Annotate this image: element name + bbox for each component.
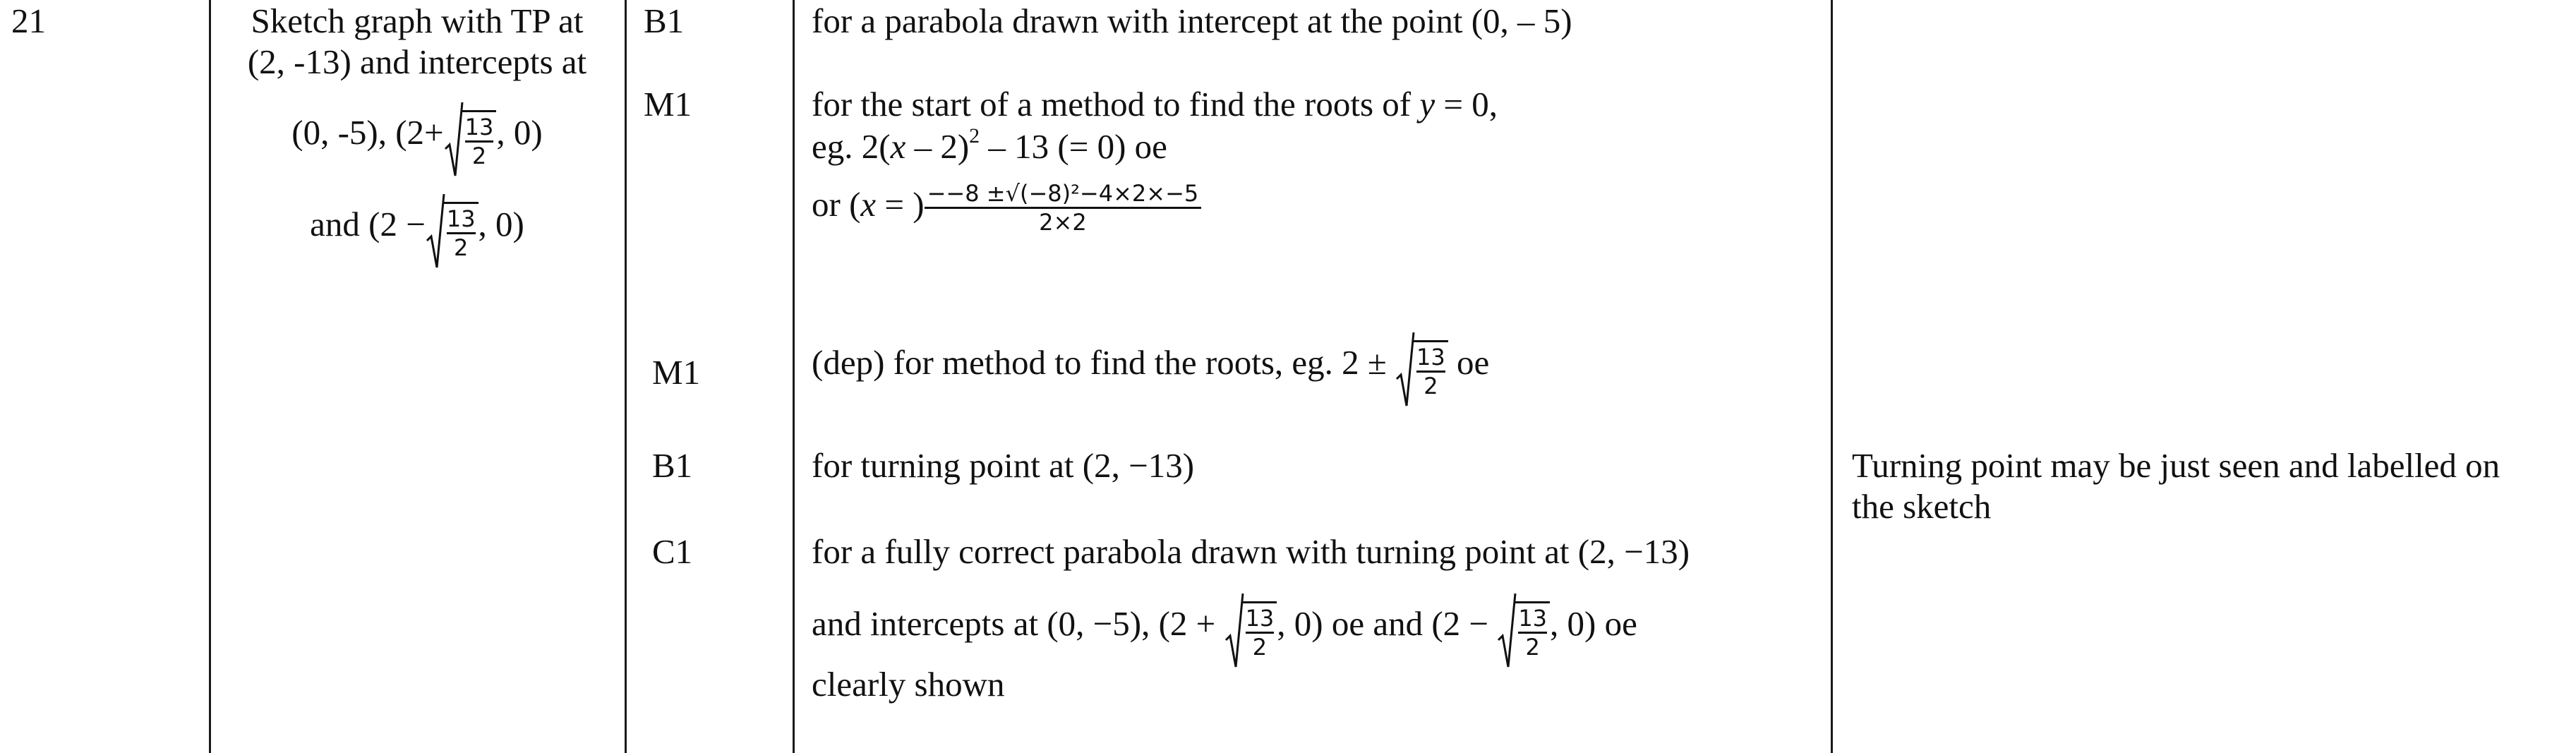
root-denominator: 2 bbox=[471, 142, 487, 169]
root-denominator: 2 bbox=[454, 234, 469, 261]
question-number: 21 bbox=[11, 1, 46, 40]
sqrt-13-over-2 bbox=[444, 94, 497, 179]
sqrt-13-over-2 bbox=[426, 186, 479, 270]
quadratic-formula-fraction bbox=[925, 180, 1202, 236]
root-numerator: 13 bbox=[1246, 605, 1275, 634]
answer-line-4 bbox=[212, 182, 622, 270]
column-divider bbox=[793, 0, 795, 753]
criterion-b1: for a parabola drawn with intercept at the point (0, – 5) bbox=[812, 1, 1572, 40]
fraction-numerator: −−8 ±√(−8)²−4×2×−5 bbox=[925, 180, 1202, 209]
root-denominator: 2 bbox=[1525, 633, 1540, 661]
root-numerator: 13 bbox=[1416, 344, 1445, 373]
mark-m1-dep: M1 bbox=[652, 353, 701, 392]
root-denominator: 2 bbox=[1252, 633, 1268, 661]
criterion-c1-line-2: and intercepts at (0, −5), (2 + $\frac{13}{2}$ , 0) oe and (2 − $\frac{13}{2}$ , 0) oe bbox=[812, 582, 1637, 670]
answer-line-3-pre: (0, -5), (2+ bbox=[291, 113, 444, 152]
column-divider bbox=[1831, 0, 1833, 753]
answer-line-2: (2, -13) and intercepts at bbox=[247, 42, 587, 81]
answer-line-3 bbox=[212, 90, 622, 179]
fraction-denominator: 2×2 bbox=[1039, 209, 1087, 236]
root-numerator: 13 bbox=[1518, 605, 1547, 634]
root-denominator: 2 bbox=[1424, 372, 1438, 399]
mark-b1: B1 bbox=[644, 1, 685, 40]
criterion-m1-line-1: for the start of a method to find the roots of y = 0, bbox=[812, 85, 1498, 124]
sqrt-13-over-2 bbox=[1497, 585, 1550, 670]
guidance-line-2: the sketch bbox=[1852, 487, 1992, 526]
criterion-m1-line-2: eg. 2(x – 2)$^2$ – 13 (= 0) oe bbox=[812, 124, 1167, 166]
answer-line-3-post: , 0) bbox=[496, 113, 543, 152]
answer-line-4-pre: and (2 − bbox=[310, 205, 426, 243]
sqrt-13-over-2 bbox=[1395, 324, 1448, 409]
criterion-c1-line-1: for a fully correct parabola drawn with turning point at (2, −13) bbox=[812, 532, 1690, 571]
criterion-m1-dep: (dep) for method to find the roots, eg. 2 ± $\frac{13}{2}$ oe bbox=[812, 320, 1489, 409]
criterion-b1-turning-point: for turning point at (2, −13) bbox=[812, 446, 1195, 485]
mark-c1: C1 bbox=[652, 532, 693, 571]
root-numerator: 13 bbox=[465, 114, 494, 143]
root-numerator: 13 bbox=[447, 205, 476, 234]
mark-m1: M1 bbox=[644, 85, 692, 124]
answer-line-4-post: , 0) bbox=[478, 205, 524, 243]
criterion-m1-line-3: or (x = ) $\frac{\text{−−8 ±√(−8)²−4×2×−5}}{2\times 2}$ bbox=[812, 169, 1201, 240]
column-divider bbox=[209, 0, 211, 753]
sqrt-13-over-2 bbox=[1224, 585, 1277, 670]
mark-b1-turning-point: B1 bbox=[652, 446, 693, 485]
answer-line-1: Sketch graph with TP at bbox=[251, 1, 584, 40]
column-divider bbox=[625, 0, 627, 753]
criterion-c1-line-3: clearly shown bbox=[812, 665, 1005, 704]
guidance-line-1: Turning point may be just seen and labelled on bbox=[1852, 446, 2500, 485]
